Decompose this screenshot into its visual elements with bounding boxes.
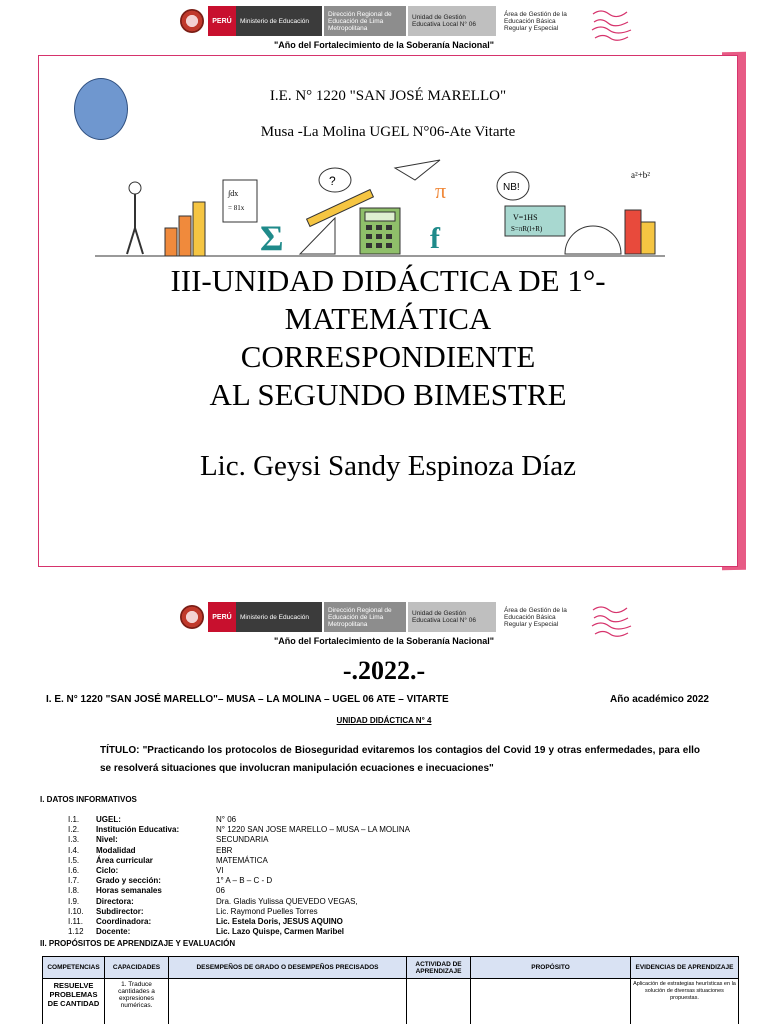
datos-num: I.11. xyxy=(68,917,83,927)
ugel-label: Unidad de Gestión Educativa Local N° 06 xyxy=(408,6,496,36)
datos-row xyxy=(68,907,476,917)
peru-seal-icon xyxy=(180,9,204,33)
table-row xyxy=(43,979,739,1024)
datos-value: Lic. Lazo Quispe, Carmen Maribel xyxy=(216,927,345,937)
institution-logos xyxy=(180,6,584,36)
svg-text:= 81x: = 81x xyxy=(228,204,245,212)
datos-num: I.7. xyxy=(68,876,80,886)
datos-label: Docente: xyxy=(96,927,131,937)
dre-label: Dirección Regional de Educación de Lima Metropolitana xyxy=(324,602,406,632)
datos-row xyxy=(68,815,476,825)
svg-text:f: f xyxy=(430,222,440,255)
area-label: Área de Gestión de la Educación Básica Regular y Especial xyxy=(500,6,584,36)
title-line: III-UNIDAD DIDÁCTICA DE 1°- xyxy=(170,263,606,298)
unit-titulo: TÍTULO: "Practicando los protocolos de Bioseguridad evitaremos los contagios del Covid 19 y otras enfermedades, para ello se resolverá situaciones que involucran manipulación ecuaciones e inecuaciones" xyxy=(100,745,700,774)
year-heading: -.2022.- xyxy=(342,656,426,685)
math-illustration-icon xyxy=(95,158,665,258)
datos-row xyxy=(68,866,476,876)
datos-value: MATEMÁTICA xyxy=(216,855,268,865)
ugel-label: Unidad de Gestión Educativa Local N° 06 xyxy=(408,602,496,632)
datos-label: UGEL: xyxy=(96,815,121,824)
datos-row xyxy=(68,835,476,845)
peru-label: PERÚ xyxy=(208,602,236,632)
datos-num: I.3. xyxy=(68,835,80,845)
datos-row xyxy=(68,897,476,907)
title-line: AL SEGUNDO BIMESTRE xyxy=(209,377,567,412)
datos-label: Directora: xyxy=(96,896,134,906)
datos-num: 1.12 xyxy=(68,927,84,937)
academic-year: Año académico 2022 xyxy=(610,694,709,705)
datos-num: I.2. xyxy=(68,825,80,835)
page2-header xyxy=(0,596,768,648)
signature-stamp-icon xyxy=(590,602,634,640)
ministerio-label: Ministerio de Educación xyxy=(236,6,322,36)
column-header: COMPETENCIAS xyxy=(43,957,105,979)
actividad-cell xyxy=(407,979,471,1024)
datos-value: VI xyxy=(216,866,224,876)
column-header: PROPÓSITO xyxy=(471,957,631,979)
propositos-table xyxy=(42,956,739,1024)
page1-header xyxy=(0,0,768,52)
motto-text: "Año del Fortalecimiento de la Soberanía Nacional" xyxy=(273,636,495,646)
area-label: Área de Gestión de la Educación Básica Regular y Especial xyxy=(500,602,584,632)
datos-row xyxy=(68,917,476,927)
column-header: DESEMPEÑOS DE GRADO O DESEMPEÑOS PRECISADOS xyxy=(169,957,407,979)
datos-num: I.4. xyxy=(68,845,80,855)
title-line: MATEMÁTICA xyxy=(284,301,492,336)
teacher-name: Lic. Geysi Sandy Espinoza Díaz xyxy=(199,450,577,482)
datos-value: N° 06 xyxy=(216,815,237,824)
svg-text:π: π xyxy=(435,178,447,203)
datos-row xyxy=(68,825,476,835)
datos-value: N° 1220 SAN JOSE MARELLO – MUSA – LA MOLINA xyxy=(216,825,410,835)
school-location: Musa -La Molina UGEL N°06-Ate Vitarte xyxy=(260,124,516,140)
datos-label: Institución Educativa: xyxy=(96,825,180,835)
datos-num: I.10. xyxy=(68,906,84,916)
datos-value: 06 xyxy=(216,886,225,896)
datos-num: I.6. xyxy=(68,866,80,876)
peru-seal-icon xyxy=(180,605,204,629)
svg-text:S=πR(l+R): S=πR(l+R) xyxy=(511,225,543,233)
datos-label: Horas semanales xyxy=(96,886,162,896)
desempeno-cell xyxy=(169,979,407,1024)
datos-label: Coordinadora: xyxy=(96,917,152,927)
dre-label: Dirección Regional de Educación de Lima Metropolitana xyxy=(324,6,406,36)
column-header: ACTIVIDAD DE APRENDIZAJE xyxy=(407,957,471,979)
institution-line: I. E. N° 1220 "SAN JOSÉ MARELLO"– MUSA – LA MOLINA – UGEL 06 ATE – VITARTE xyxy=(46,694,449,705)
svg-text:a²+b²: a²+b² xyxy=(631,170,650,180)
datos-label: Ciclo: xyxy=(96,866,119,876)
capacidad-cell: 1. Traduce cantidades a expresiones numéricas. xyxy=(105,979,169,1024)
table-header-row xyxy=(43,957,739,979)
school-name: I.E. N° 1220 "SAN JOSÉ MARELLO" xyxy=(269,88,507,104)
column-header: EVIDENCIAS DE APRENDIZAJE xyxy=(631,957,739,979)
datos-row xyxy=(68,876,476,886)
ministerio-label: Ministerio de Educación xyxy=(236,602,322,632)
datos-row xyxy=(68,886,476,896)
datos-num: I.5. xyxy=(68,855,80,865)
evidencia-cell: Aplicación de estrategias heurísticas en la solución de diversas situaciones propuestas. xyxy=(631,979,739,1024)
column-header: CAPACIDADES xyxy=(105,957,169,979)
datos-row xyxy=(68,856,476,866)
institution-logos xyxy=(180,602,584,632)
datos-list xyxy=(68,815,476,937)
proposito-cell xyxy=(471,979,631,1024)
datos-row xyxy=(68,927,476,937)
section-datos-informativos: I. DATOS INFORMATIVOS xyxy=(40,795,137,804)
datos-num: I.8. xyxy=(68,886,80,896)
svg-text:NB!: NB! xyxy=(503,182,520,193)
datos-label: Grado y sección: xyxy=(96,876,161,886)
datos-label: Nivel: xyxy=(96,835,118,845)
title-line: CORRESPONDIENTE xyxy=(240,339,536,374)
svg-text:∫dx: ∫dx xyxy=(228,189,239,198)
motto-text: "Año del Fortalecimiento de la Soberanía Nacional" xyxy=(273,40,495,50)
datos-value: 1° A – B – C - D xyxy=(216,876,273,886)
unit-number: UNIDAD DIDÁCTICA N° 4 xyxy=(336,716,432,725)
datos-num: I.9. xyxy=(68,896,80,906)
competencia-cell: RESUELVE PROBLEMAS DE CANTIDAD xyxy=(43,979,105,1024)
datos-num: I.1. xyxy=(68,815,80,824)
datos-row xyxy=(68,846,476,856)
datos-label: Modalidad xyxy=(96,845,136,855)
svg-text:V=1HS: V=1HS xyxy=(513,213,538,222)
unit-title xyxy=(38,262,738,414)
svg-text:?: ? xyxy=(329,174,336,188)
datos-label: Área curricular xyxy=(96,855,153,865)
section-propositos: II. PROPÓSITOS DE APRENDIZAJE Y EVALUACIÓN xyxy=(40,939,236,948)
datos-value: Dra. Gladis Yulissa QUEVEDO VEGAS, xyxy=(216,896,358,906)
datos-value: Lic. Estela Doris, JESUS AQUINO xyxy=(216,917,343,927)
datos-value: Lic. Raymond Puelles Torres xyxy=(216,906,318,916)
svg-text:Σ: Σ xyxy=(260,218,284,258)
peru-label: PERÚ xyxy=(208,6,236,36)
datos-value: EBR xyxy=(216,845,233,855)
signature-stamp-icon xyxy=(590,6,634,44)
datos-label: Subdirector: xyxy=(96,906,144,916)
datos-value: SECUNDARIA xyxy=(216,835,269,845)
